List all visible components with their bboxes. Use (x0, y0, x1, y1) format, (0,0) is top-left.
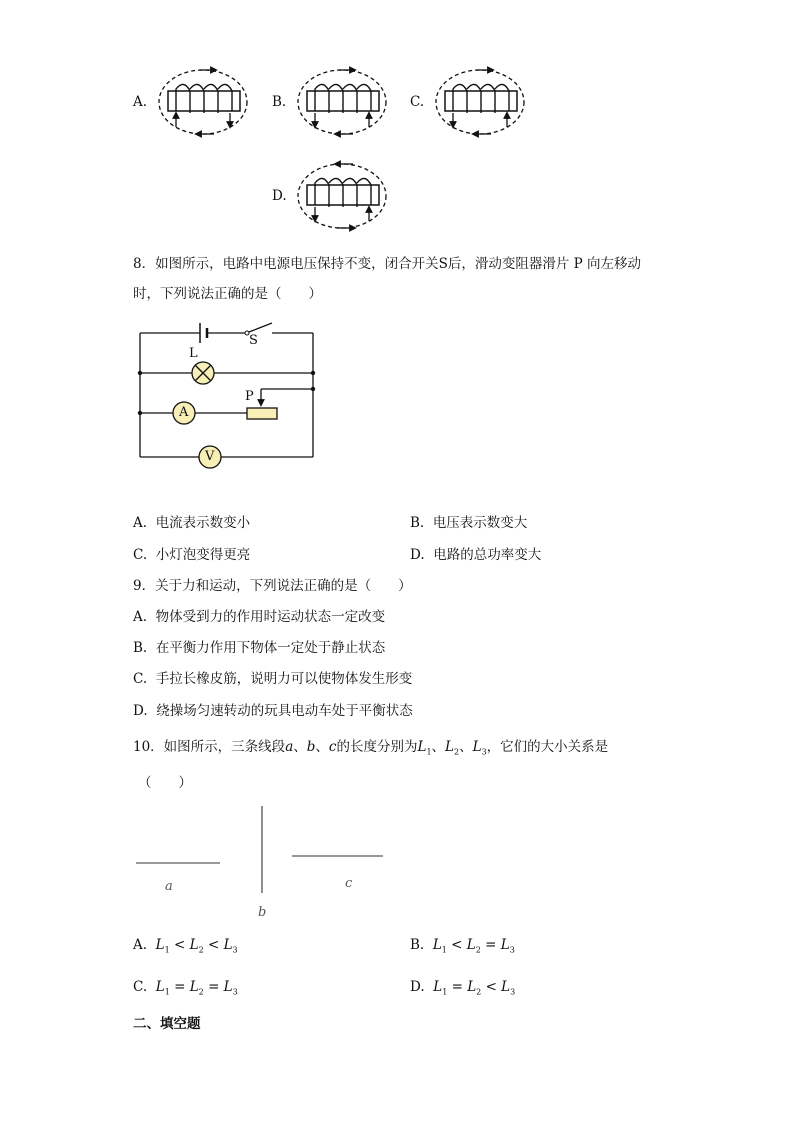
q10-option-c[interactable]: C. $L_1 = L_2 = L_3$ (133, 979, 238, 997)
switch-label: S (249, 333, 258, 348)
q10-answer-paren: （ ） (138, 775, 192, 791)
q7-option-d-letter: D. (272, 188, 287, 204)
circuit-diagram (130, 315, 330, 465)
q8-stem-line1: 8．如图所示，电路中电源电压保持不变，闭合开关S后，滑动变阻器滑片 P 向左移动 (133, 256, 642, 272)
section-heading: 二、填空题 (133, 1016, 201, 1032)
solenoid-figures (0, 0, 794, 240)
solenoid-a (159, 70, 247, 134)
q8-stem-line2: 时，下列说法正确的是（ ） (133, 286, 322, 302)
q7-option-c-letter: C. (410, 94, 425, 110)
q8-option-d[interactable]: D. 电路的总功率变大 (410, 547, 542, 563)
q9-option-b[interactable]: B. 在平衡力作用下物体一定处于静止状态 (133, 640, 386, 656)
segment-b-label: b (258, 905, 267, 920)
segment-a-label: a (165, 879, 173, 894)
q7-option-a-letter: A. (133, 94, 148, 110)
segment-c-label: c (345, 876, 353, 891)
slider-label: P (245, 389, 254, 404)
solenoid-c (436, 70, 524, 134)
voltmeter-label: V (205, 449, 215, 464)
q8-option-b[interactable]: B. 电压表示数变大 (410, 515, 528, 531)
q8-option-c[interactable]: C. 小灯泡变得更亮 (133, 547, 251, 563)
q10-option-d[interactable]: D. $L_1 = L_2 < L_3$ (410, 979, 516, 997)
q10-option-b[interactable]: B. $L_1 < L_2 = L_3$ (410, 937, 515, 955)
q9-option-d[interactable]: D. 绕操场匀速转动的玩具电动车处于平衡状态 (133, 703, 413, 719)
q9-stem: 9．关于力和运动，下列说法正确的是（ ） (133, 578, 412, 594)
solenoid-b (298, 70, 386, 134)
q9-option-c[interactable]: C. 手拉长橡皮筋，说明力可以使物体发生形变 (133, 671, 413, 687)
solenoid-d (298, 164, 386, 228)
q8-option-a[interactable]: A. 电流表示数变小 (133, 515, 251, 531)
q10-stem: 10．如图所示，三条线段a、b、c的长度分别为$L_1$、$L_2$、$L_3$，它们的大小关系是 (133, 739, 609, 757)
ammeter-label: A (179, 405, 189, 420)
q10-option-a[interactable]: A. $L_1 < L_2 < L_3$ (133, 937, 238, 955)
q9-option-a[interactable]: A. 物体受到力的作用时运动状态一定改变 (133, 609, 386, 625)
q7-option-b-letter: B. (272, 94, 287, 110)
line-segments-figure (0, 800, 794, 920)
lamp-label: L (189, 346, 198, 361)
